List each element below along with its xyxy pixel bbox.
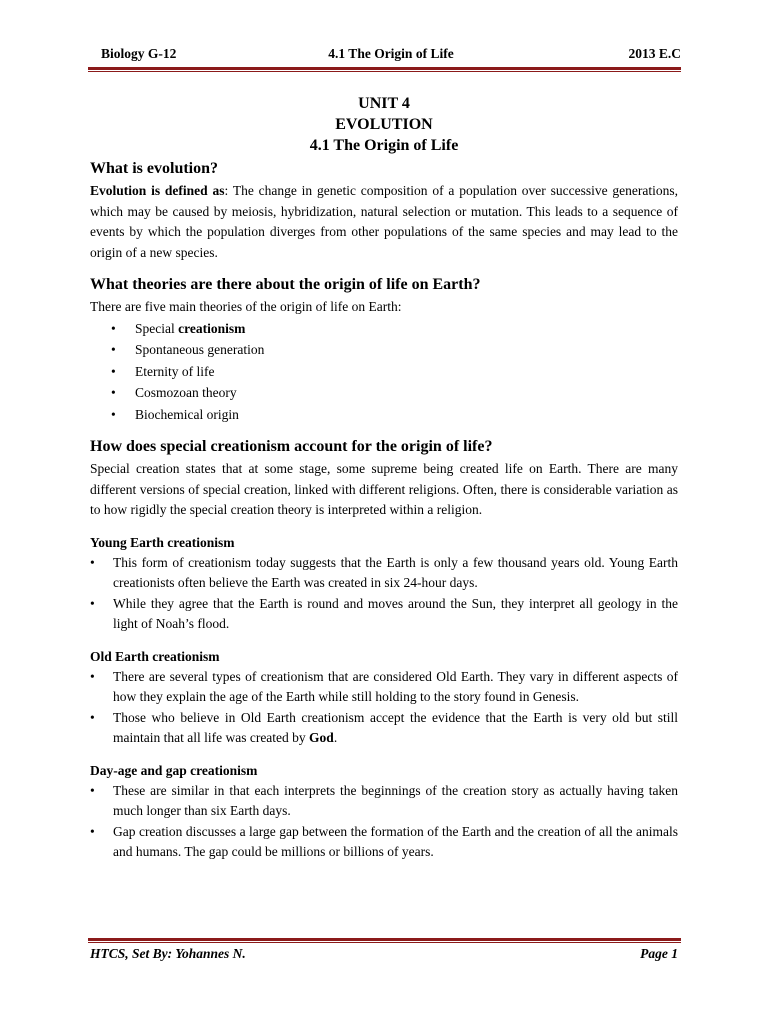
theories-list: [90, 318, 678, 426]
footer-rule: [88, 938, 681, 941]
list-item: • Gap creation discusses a large gap between the formation of the Earth and the creation of all the animals and humans. The gap could be millions or billions of years.: [90, 823, 678, 859]
section-title: 4.1 The Origin of Life: [309, 137, 459, 154]
unit-number: UNIT 4: [358, 95, 410, 112]
heading-theories: What theories are there about the origin of life on Earth?: [90, 276, 481, 293]
footer-rule-thin: [88, 942, 681, 943]
header-subject: Biology G-12: [101, 46, 177, 61]
definition-text: : The change in genetic composition of a population over successive generations, which may be caused by meiosis, hybridization, natural selection or mutation. This leads to a sequence of events by which the population diverges from other populations of the same species and may lead to the origin of a new species.: [90, 183, 679, 260]
list-item: • Eternity of life: [111, 361, 678, 383]
bullet-icon: •: [90, 668, 95, 684]
header-year: 2013 E.C: [628, 46, 681, 61]
list-item: • These are similar in that each interprets the beginnings of the creation story as actually having taken much longer than six Earth days.: [90, 782, 678, 818]
bullet-icon: •: [90, 554, 95, 570]
page-header: [101, 46, 681, 66]
list-item: • While they agree that the Earth is round and moves around the Sun, they interpret all geology in the light of Noah’s flood.: [90, 595, 678, 631]
bullet-icon: •: [111, 320, 116, 336]
heading-old-earth: Old Earth creationism: [90, 648, 220, 664]
heading-special-creationism: How does special creationism account for the origin of life?: [90, 438, 493, 455]
list-item: • Spontaneous generation: [111, 339, 678, 361]
page-number: Page 1: [640, 946, 678, 961]
bullet-icon: •: [90, 823, 95, 839]
special-creation-text: Special creation states that at some stage, some supreme being created life on Earth. There are many different versions of special creation, linked with different religions. Often, there is considerable variation as to how rigidly the special creation theory is interpreted within a religion.: [90, 461, 678, 517]
page-content: [90, 93, 678, 863]
bullet-icon: •: [111, 342, 116, 357]
heading-what-is-evolution: What is evolution?: [90, 160, 219, 177]
evolution-definition: [90, 181, 678, 263]
old-earth-list: [90, 667, 678, 749]
header-rule: [88, 67, 681, 70]
list-item: • Those who believe in Old Earth creationism accept the evidence that the Earth is very old but still maintain that all life was created by God.: [90, 709, 678, 745]
heading-day-age-gap: Day-age and gap creationism: [90, 762, 258, 778]
day-age-list: [90, 781, 678, 863]
bullet-icon: •: [90, 709, 95, 725]
unit-title: EVOLUTION: [335, 116, 433, 133]
definition-lead: Evolution is defined as: [90, 183, 225, 198]
bullet-icon: •: [111, 385, 116, 400]
young-earth-list: [90, 553, 678, 635]
theories-intro: There are five main theories of the origin of life on Earth:: [90, 299, 402, 314]
list-item: • There are several types of creationism that are considered Old Earth. They vary in different aspects of how they explain the age of the Earth while still holding to the story found in Genesis.: [90, 668, 678, 704]
list-item: • Biochemical origin: [111, 404, 678, 426]
bullet-icon: •: [111, 406, 116, 422]
list-item: • This form of creationism today suggests that the Earth is only a few thousand years old. Young Earth creationists often believe the Earth was created in six 24-hour days.: [90, 554, 678, 590]
bullet-icon: •: [90, 782, 95, 798]
bullet-icon: •: [90, 595, 95, 611]
list-item: • Special creationism: [111, 318, 678, 340]
footer-author: HTCS, Set By: Yohannes N.: [90, 946, 246, 961]
header-section: 4.1 The Origin of Life: [328, 46, 454, 61]
header-rule-thin: [88, 71, 681, 72]
heading-young-earth: Young Earth creationism: [90, 534, 235, 550]
list-item: • Cosmozoan theory: [111, 382, 678, 404]
bullet-icon: •: [111, 363, 116, 379]
